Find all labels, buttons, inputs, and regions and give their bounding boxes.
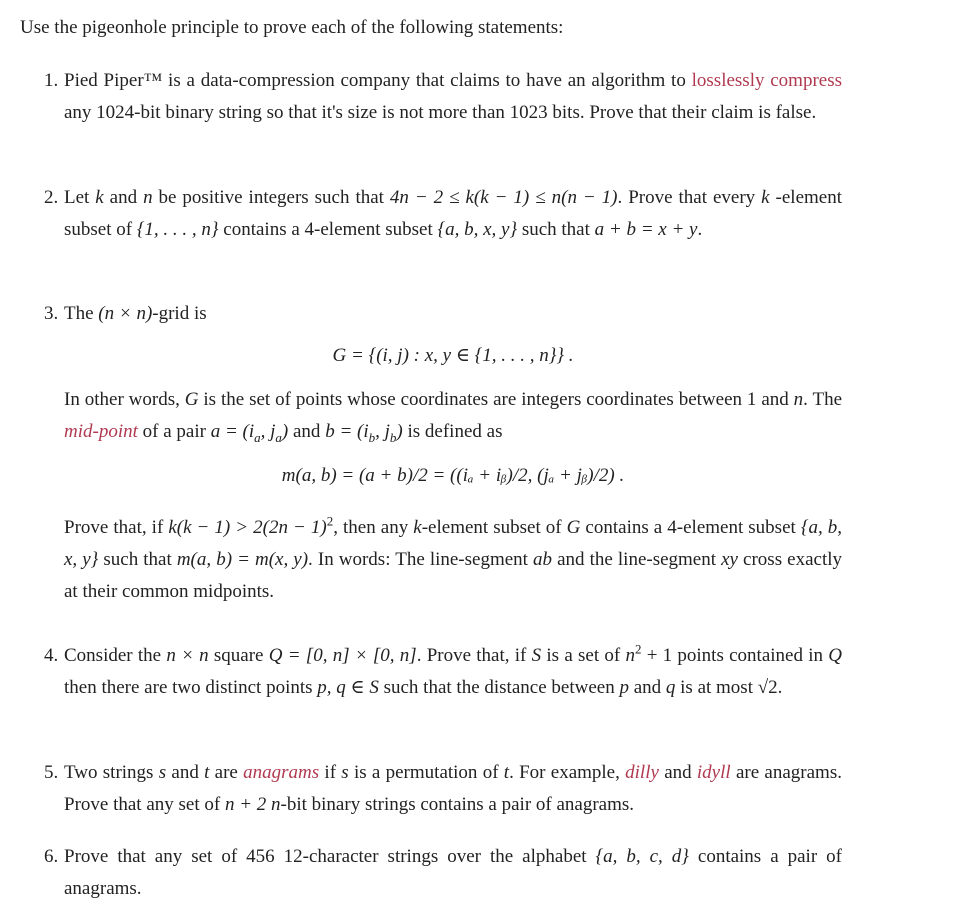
mid-point-link[interactable]: mid-point	[64, 421, 138, 442]
item-number: 1.	[44, 70, 59, 91]
intro-text: Use the pigeonhole principle to prove each of the following statements:	[20, 17, 564, 38]
dilly-link[interactable]: dilly	[625, 762, 659, 783]
midpoint-equation: m(a, b) = (a + b)/2 = ((iₐ + iᵦ)/2, (jₐ + jᵦ)/2) .	[281, 465, 625, 486]
item-number: 2.	[44, 187, 59, 208]
item-body: Two strings s and t are anagrams if s is a permutation of t. For example, dilly and idyll are anagrams. Prove that any set of n + 2 n-bit binary strings contains a pair of anagrams.	[64, 762, 842, 815]
list-item-1	[44, 65, 842, 129]
item-number: 5.	[44, 762, 59, 783]
losslessly-compress-link[interactable]: losslessly compress	[691, 70, 843, 91]
idyll-link[interactable]: idyll	[696, 762, 731, 783]
item-number: 4.	[44, 645, 59, 666]
list-item-6	[44, 841, 842, 905]
item-body: Let k and n be positive integers such that 4n − 2 ≤ k(k − 1) ≤ n(n − 1). Prove that every k -element subset of {1, . . . , n} contains a 4-element subset {a, b, x, y} such that a + b = x + y.	[64, 187, 842, 240]
item-body: Prove that any set of 456 12-character strings over the alphabet {a, b, c, d} contains a pair of anagrams.	[64, 846, 842, 899]
list-item-2	[44, 182, 842, 246]
grid-definition-equation: G = {(i, j) : x, y ∈ {1, . . . , n}} .	[332, 345, 574, 366]
item-number: 6.	[44, 846, 59, 867]
anagrams-link[interactable]: anagrams	[243, 762, 320, 783]
list-item-5	[44, 757, 842, 821]
item-number: 3.	[44, 303, 59, 324]
item-body: Consider the n × n square Q = [0, n] × [0, n]. Prove that, if S is a set of $n^2 + 1$ points contained in Q then there are two distinct points p, q ∈ S such that the distance between p and q is at most √2.	[64, 641, 842, 698]
item-body: The (n × n)-grid is G = {(i, j) : x, y ∈ {1, . . . , n}} . In other words, G is the set of points whose coordinates are integers coordinates between 1 and n. The mid-point of a pair $a = (i_a$, $j_a$) and $b = (i_b$, $j_b$) is defined as m(a, b) = (a + b)/2 = ((iₐ + iᵦ)/2, (jₐ + jᵦ)/2) . Prove that, if $k(k - 1) > 2(2n - 1)^2$, then any k-element subset of G contains a 4-element subset {a, b, x, y} such that m(a, b) = m(x, y). In words: The line-segment ab and the line-segment xy cross exactly at their common midpoints.	[64, 303, 843, 602]
item-body: Pied Piper™ is a data-compression company that claims to have an algorithm to losslessly compress any 1024-bit binary string so that it's size is not more than 1023 bits. Prove that their claim is false.	[64, 70, 843, 123]
inequality-math: 4n − 2 ≤ k(k − 1) ≤ n(n − 1)	[389, 187, 618, 208]
list-item-4	[44, 640, 842, 704]
list-item-3	[44, 298, 842, 608]
